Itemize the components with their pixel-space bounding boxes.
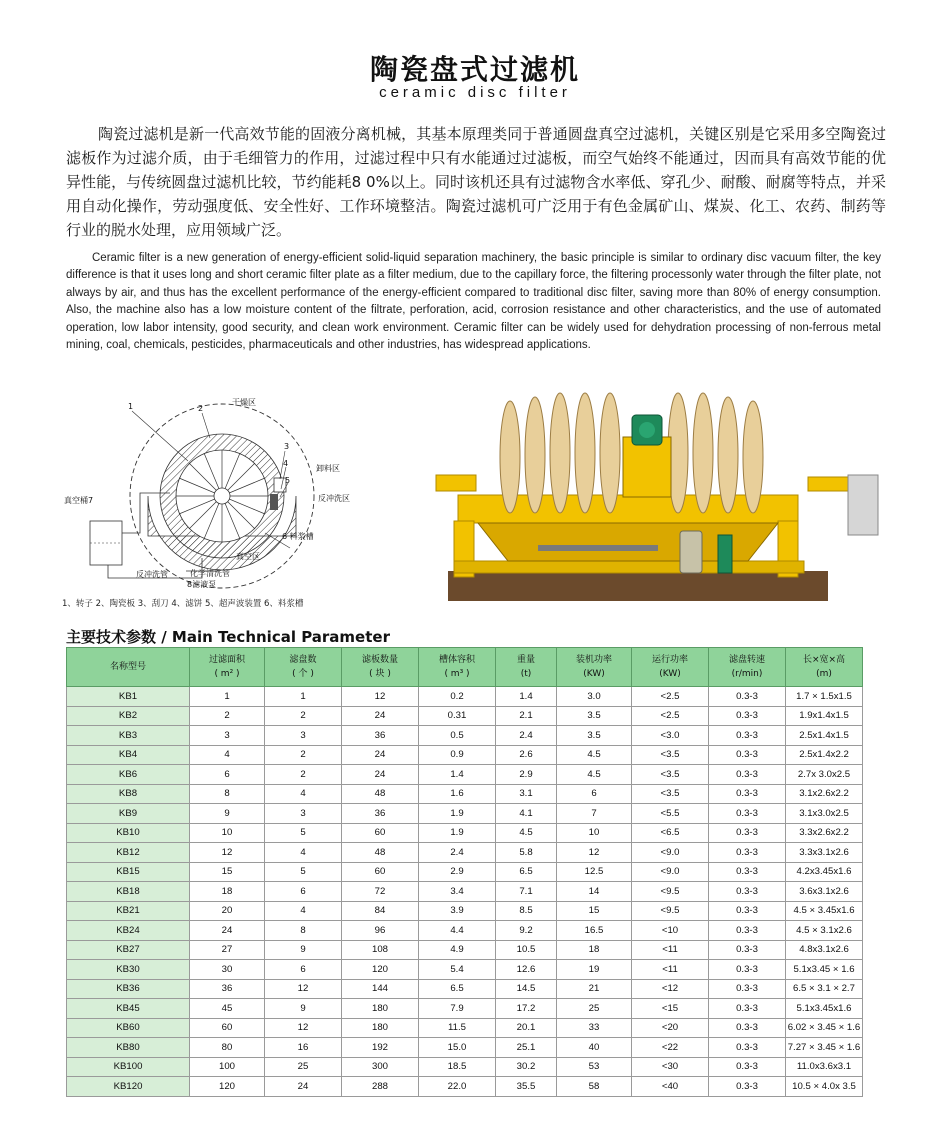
table-cell: 5: [265, 862, 342, 882]
table-cell: 3.1: [496, 784, 557, 804]
table-cell: <11: [632, 960, 709, 980]
table-cell: 8: [265, 921, 342, 941]
table-row: [67, 1018, 863, 1038]
table-cell: 25: [557, 999, 632, 1019]
table-cell: 15: [557, 901, 632, 921]
table-cell: 120: [342, 960, 419, 980]
table-cell: 40: [557, 1038, 632, 1058]
table-cell: <2.5: [632, 687, 709, 707]
table-cell: 4.5 × 3.1x2.6: [786, 921, 863, 941]
table-cell: 45: [190, 999, 265, 1019]
header-text: ( m³ ): [444, 669, 470, 679]
table-cell: 288: [342, 1077, 419, 1097]
table-cell: 60: [190, 1018, 265, 1038]
table-cell: 72: [342, 882, 419, 902]
table-row: [67, 862, 863, 882]
table-cell: 2.5x1.4x2.2: [786, 745, 863, 765]
label-vacuum-zone: 真空区: [236, 552, 260, 561]
rotor-hub: [214, 488, 230, 504]
table-cell: 180: [342, 1018, 419, 1038]
table-cell: <3.5: [632, 784, 709, 804]
table-cell: 4.5: [557, 765, 632, 785]
table-cell: 7.27 × 3.45 × 1.6: [786, 1038, 863, 1058]
table-cell: <3.5: [632, 765, 709, 785]
model-cell: KB6: [67, 765, 190, 785]
table-cell: 0.3-3: [709, 979, 786, 999]
table-cell: 60: [342, 862, 419, 882]
table-cell: 0.3-3: [709, 687, 786, 707]
table-cell: 3.3x2.6x2.2: [786, 823, 863, 843]
header-model: [67, 648, 190, 687]
header-text: ( 块 ): [369, 669, 391, 679]
table-cell: 4.4: [419, 921, 496, 941]
table-cell: 3: [265, 804, 342, 824]
table-cell: 180: [342, 999, 419, 1019]
table-cell: 144: [342, 979, 419, 999]
table-cell: 12: [265, 1018, 342, 1038]
table-cell: 6.02 × 3.45 × 1.6: [786, 1018, 863, 1038]
table-cell: 4.9: [419, 940, 496, 960]
table-cell: 4: [265, 784, 342, 804]
table-cell: 3: [190, 726, 265, 746]
table-cell: 30: [190, 960, 265, 980]
table-cell: 12: [265, 979, 342, 999]
table-cell: 0.3-3: [709, 882, 786, 902]
header-text: 重量: [516, 655, 535, 665]
table-cell: 58: [557, 1077, 632, 1097]
table-cell: 15.0: [419, 1038, 496, 1058]
table-cell: 19: [557, 960, 632, 980]
model-cell: KB1: [67, 687, 190, 707]
header-plate-count: [342, 648, 419, 687]
table-cell: 0.3-3: [709, 726, 786, 746]
table-cell: 60: [342, 823, 419, 843]
table-cell: 0.3-3: [709, 706, 786, 726]
table-cell: 6: [265, 960, 342, 980]
table-cell: 4.5: [557, 745, 632, 765]
table-cell: 18: [190, 882, 265, 902]
table-cell: 9: [190, 804, 265, 824]
table-cell: 4: [265, 901, 342, 921]
table-cell: 14.5: [496, 979, 557, 999]
header-text: (KW): [583, 669, 605, 679]
table-cell: 0.3-3: [709, 960, 786, 980]
header-dimensions: [786, 648, 863, 687]
table-cell: 16.5: [557, 921, 632, 941]
table-cell: 16: [265, 1038, 342, 1058]
model-cell: KB10: [67, 823, 190, 843]
table-cell: <3.5: [632, 745, 709, 765]
table-cell: 3.5: [557, 726, 632, 746]
table-cell: 12: [342, 687, 419, 707]
param-section-title: 主要技术参数 / Main Technical Parameter: [66, 628, 390, 646]
table-row: [67, 726, 863, 746]
table-cell: 6.5: [496, 862, 557, 882]
table-cell: 10.5 × 4.0x 3.5: [786, 1077, 863, 1097]
header-text: 滤板数量: [361, 655, 398, 665]
label-vacuum-tank: 真空桶7: [64, 496, 94, 505]
table-cell: <9.0: [632, 843, 709, 863]
table-cell: 1.9: [419, 804, 496, 824]
table-header-row: [67, 648, 863, 687]
table-cell: <12: [632, 979, 709, 999]
table-row: [67, 745, 863, 765]
product-photo: [418, 385, 883, 603]
intro-english-paragraph: Ceramic filter is a new generation of energy-efficient solid-liquid separation machinery, the basic principle is similar to ordinary disc vacuum filter, the key difference is that it uses long and short ceramic filter plate as a filter medium, due to the capillary force, the filtering processonly water through the filter plate, not always by air, and thus has the excellent performance of the energy-efficient compared to traditional disc filter, saving more than 80% of energy consumption. Also, the machine also has a low moisture content of the filtrate, perforation, acid, corrosion resistance and other characteristics, and the use of automated operation, low labor intensity, good security, and clean work environment. Ceramic filter can be widely used for dehydration processing of non-ferrous metal mining, coal, chemicals, pesticides, pharmaceuticals and other industries, has widespread applications.: [66, 252, 881, 352]
table-cell: 96: [342, 921, 419, 941]
table-cell: 0.3-3: [709, 1077, 786, 1097]
table-cell: 5.4: [419, 960, 496, 980]
table-cell: 2: [265, 706, 342, 726]
table-row: [67, 784, 863, 804]
table-cell: 12: [557, 843, 632, 863]
header-disc-speed: [709, 648, 786, 687]
header-text: ( m² ): [214, 669, 240, 679]
model-cell: KB120: [67, 1077, 190, 1097]
table-cell: 0.3-3: [709, 784, 786, 804]
model-cell: KB27: [67, 940, 190, 960]
table-cell: 1.9x1.4x1.5: [786, 706, 863, 726]
table-cell: 0.3-3: [709, 765, 786, 785]
table-cell: 0.3-3: [709, 1038, 786, 1058]
model-cell: KB3: [67, 726, 190, 746]
table-cell: 0.3-3: [709, 862, 786, 882]
label-ultrasonic-number: 5: [285, 476, 291, 485]
table-cell: 80: [190, 1038, 265, 1058]
table-cell: 5.1x3.45x1.6: [786, 999, 863, 1019]
table-cell: 2.9: [496, 765, 557, 785]
table-cell: 8.5: [496, 901, 557, 921]
table-cell: 48: [342, 843, 419, 863]
table-cell: 18.5: [419, 1057, 496, 1077]
label-plate-number: 2: [198, 404, 204, 413]
table-cell: 1.7 × 1.5x1.5: [786, 687, 863, 707]
photo-base: [448, 571, 828, 601]
table-cell: 30.2: [496, 1057, 557, 1077]
table-cell: 0.3-3: [709, 843, 786, 863]
table-cell: 0.3-3: [709, 1018, 786, 1038]
table-cell: 33: [557, 1018, 632, 1038]
table-cell: 11.0x3.6x3.1: [786, 1057, 863, 1077]
header-text: (m): [816, 669, 832, 679]
table-cell: 84: [342, 901, 419, 921]
table-cell: 15: [190, 862, 265, 882]
table-cell: 3.3x3.1x2.6: [786, 843, 863, 863]
table-cell: 6: [190, 765, 265, 785]
table-cell: 2.6: [496, 745, 557, 765]
table-cell: 300: [342, 1057, 419, 1077]
label-slurry-tank: 6 料浆槽: [282, 532, 314, 541]
table-cell: 2.1: [496, 706, 557, 726]
table-cell: 10: [190, 823, 265, 843]
header-text: (KW): [659, 669, 681, 679]
header-text: (r/min): [731, 669, 763, 679]
photo-center-housing: [623, 437, 671, 497]
model-cell: KB45: [67, 999, 190, 1019]
table-cell: 25.1: [496, 1038, 557, 1058]
table-row: [67, 999, 863, 1019]
table-row: [67, 901, 863, 921]
table-cell: 36: [342, 804, 419, 824]
table-cell: 48: [342, 784, 419, 804]
ultrasonic-device-shape: [270, 494, 278, 510]
intro-chinese-paragraph: 陶瓷过滤机是新一代高效节能的固液分离机械，其基本原理类同于普通圆盘真空过滤机，关键区别是它采用多空陶瓷过滤板作为过滤介质，由于毛细管力的作用，过滤过程中只有水能通过过滤板，而空气始终不能通过，因而具有高效节能的优异性能，与传统圆盘过滤机比较，节约能耗8 0%以上。同时该机还具有过滤物含水率低、穿孔少、耐酸、耐腐等特点，并采用自动化操作，劳动强度低、安全性好、工作环境整洁。陶瓷过滤机可广泛用于有色金属矿山、煤炭、化工、农药、制药等行业的脱水处理，应用领域广泛。: [66, 125, 886, 239]
photo-vacuum-tank: [680, 531, 702, 573]
table-cell: 36: [190, 979, 265, 999]
header-text: 运行功率: [651, 655, 688, 665]
table-cell: 3.9: [419, 901, 496, 921]
label-rotor-number: 1: [128, 402, 134, 411]
table-cell: 2: [265, 745, 342, 765]
table-cell: 5: [265, 823, 342, 843]
table-cell: 4.1: [496, 804, 557, 824]
table-cell: 3.1x3.0x2.5: [786, 804, 863, 824]
table-cell: <40: [632, 1077, 709, 1097]
table-cell: 7.9: [419, 999, 496, 1019]
table-cell: 14: [557, 882, 632, 902]
table-row: [67, 1077, 863, 1097]
model-cell: KB8: [67, 784, 190, 804]
header-text: 槽体容积: [438, 655, 475, 665]
table-cell: 100: [190, 1057, 265, 1077]
table-cell: 12.6: [496, 960, 557, 980]
table-cell: 2.4: [496, 726, 557, 746]
table-row: [67, 882, 863, 902]
table-row: [67, 979, 863, 999]
model-cell: KB30: [67, 960, 190, 980]
table-cell: 4: [265, 843, 342, 863]
model-cell: KB12: [67, 843, 190, 863]
table-cell: 4: [190, 745, 265, 765]
table-cell: 3.6x3.1x2.6: [786, 882, 863, 902]
table-cell: 192: [342, 1038, 419, 1058]
table-cell: 0.3-3: [709, 901, 786, 921]
table-cell: <11: [632, 940, 709, 960]
model-cell: KB60: [67, 1018, 190, 1038]
table-cell: 3.0: [557, 687, 632, 707]
table-cell: <20: [632, 1018, 709, 1038]
table-cell: <9.5: [632, 882, 709, 902]
table-cell: 4.5 × 3.45x1.6: [786, 901, 863, 921]
table-cell: 20: [190, 901, 265, 921]
table-cell: <9.5: [632, 901, 709, 921]
table-cell: 2.9: [419, 862, 496, 882]
table-cell: 7.1: [496, 882, 557, 902]
model-cell: KB36: [67, 979, 190, 999]
table-row: [67, 940, 863, 960]
table-cell: 1.6: [419, 784, 496, 804]
table-cell: 0.5: [419, 726, 496, 746]
table-cell: 0.3-3: [709, 921, 786, 941]
label-backwash-pipe: 反冲洗管: [136, 570, 168, 579]
header-text: ( 个 ): [292, 669, 314, 679]
table-cell: <5.5: [632, 804, 709, 824]
table-cell: <2.5: [632, 706, 709, 726]
table-cell: 0.3-3: [709, 999, 786, 1019]
table-cell: 8: [190, 784, 265, 804]
table-cell: 5.8: [496, 843, 557, 863]
header-text: 滤盘转速: [728, 655, 765, 665]
table-cell: 0.3-3: [709, 823, 786, 843]
header-running-power: [632, 648, 709, 687]
model-cell: KB15: [67, 862, 190, 882]
working-principle-diagram: [60, 393, 380, 593]
table-cell: 25: [265, 1057, 342, 1077]
table-cell: 6.5: [419, 979, 496, 999]
diagram-caption: 1、转子 2、陶瓷板 3、刮刀 4、滤饼 5、超声波装置 6、料浆槽: [62, 599, 304, 609]
header-tank-volume: [419, 648, 496, 687]
table-cell: 9: [265, 940, 342, 960]
table-row: [67, 843, 863, 863]
table-row: [67, 706, 863, 726]
header-text: (t): [520, 669, 532, 679]
table-cell: <6.5: [632, 823, 709, 843]
table-cell: <9.0: [632, 862, 709, 882]
table-cell: 1.9: [419, 823, 496, 843]
table-cell: 24: [190, 921, 265, 941]
table-cell: 27: [190, 940, 265, 960]
table-cell: 2.7x 3.0x2.5: [786, 765, 863, 785]
table-cell: 108: [342, 940, 419, 960]
table-row: [67, 823, 863, 843]
label-chemical-pipe: 化学清洗管: [190, 569, 230, 578]
table-cell: 18: [557, 940, 632, 960]
header-text: 滤盘数: [289, 655, 317, 665]
table-cell: 24: [342, 706, 419, 726]
table-cell: 0.3-3: [709, 940, 786, 960]
table-cell: 11.5: [419, 1018, 496, 1038]
model-cell: KB18: [67, 882, 190, 902]
label-discharge-zone: 卸料区: [316, 464, 340, 473]
table-cell: 9: [265, 999, 342, 1019]
table-cell: 1: [190, 687, 265, 707]
model-cell: KB4: [67, 745, 190, 765]
page-subtitle: ceramic disc filter: [379, 84, 571, 101]
label-dry-zone: 干燥区: [232, 398, 256, 407]
table-cell: 36: [342, 726, 419, 746]
table-cell: 5.1x3.45 × 1.6: [786, 960, 863, 980]
model-cell: KB2: [67, 706, 190, 726]
photo-trough: [478, 523, 778, 561]
table-cell: 1.4: [496, 687, 557, 707]
header-installed-power: [557, 648, 632, 687]
model-cell: KB21: [67, 901, 190, 921]
model-cell: KB100: [67, 1057, 190, 1077]
table-cell: 6: [265, 882, 342, 902]
header-text: 装机功率: [575, 655, 612, 665]
table-cell: 0.3-3: [709, 1057, 786, 1077]
table-cell: 21: [557, 979, 632, 999]
table-cell: 6: [557, 784, 632, 804]
model-cell: KB9: [67, 804, 190, 824]
table-cell: <10: [632, 921, 709, 941]
table-cell: 2: [265, 765, 342, 785]
table-cell: <3.0: [632, 726, 709, 746]
table-cell: 35.5: [496, 1077, 557, 1097]
table-cell: 7: [557, 804, 632, 824]
page-title: 陶瓷盘式过滤机: [369, 53, 580, 86]
table-cell: 4.5: [496, 823, 557, 843]
table-cell: 9.2: [496, 921, 557, 941]
table-cell: 2.5x1.4x1.5: [786, 726, 863, 746]
table-cell: <30: [632, 1057, 709, 1077]
table-cell: <15: [632, 999, 709, 1019]
table-cell: 17.2: [496, 999, 557, 1019]
table-cell: 3.5: [557, 706, 632, 726]
table-cell: 22.0: [419, 1077, 496, 1097]
table-cell: 0.3-3: [709, 745, 786, 765]
technical-parameter-table: [66, 647, 863, 1097]
table-cell: 53: [557, 1057, 632, 1077]
table-cell: 3.4: [419, 882, 496, 902]
table-cell: 0.3-3: [709, 804, 786, 824]
header-weight: [496, 648, 557, 687]
header-text: 长×宽×高: [802, 655, 846, 665]
table-cell: 20.1: [496, 1018, 557, 1038]
label-cake-number: 4: [283, 459, 289, 468]
table-cell: 4.2x3.45x1.6: [786, 862, 863, 882]
table-cell: 1.4: [419, 765, 496, 785]
table-cell: 120: [190, 1077, 265, 1097]
table-cell: 1: [265, 687, 342, 707]
table-cell: 0.31: [419, 706, 496, 726]
model-cell: KB80: [67, 1038, 190, 1058]
table-row: [67, 1057, 863, 1077]
header-filter-area: [190, 648, 265, 687]
header-text: 名称型号: [109, 662, 146, 672]
table-cell: 10: [557, 823, 632, 843]
table-cell: 3.1x2.6x2.2: [786, 784, 863, 804]
table-row: [67, 765, 863, 785]
table-row: [67, 921, 863, 941]
table-cell: 2.4: [419, 843, 496, 863]
table-cell: 24: [265, 1077, 342, 1097]
table-cell: <22: [632, 1038, 709, 1058]
table-cell: 12: [190, 843, 265, 863]
model-cell: KB24: [67, 921, 190, 941]
table-row: [67, 960, 863, 980]
header-text: 过滤面积: [208, 655, 245, 665]
table-row: [67, 804, 863, 824]
header-disc-count: [265, 648, 342, 687]
table-cell: 2: [190, 706, 265, 726]
label-backwash-zone: 反冲洗区: [318, 494, 350, 503]
label-filtrate-pump: 8滤液泵: [187, 580, 217, 589]
table-cell: 0.9: [419, 745, 496, 765]
table-cell: 0.2: [419, 687, 496, 707]
table-row: [67, 687, 863, 707]
table-cell: 10.5: [496, 940, 557, 960]
label-scraper-number: 3: [284, 442, 290, 451]
table-cell: 3: [265, 726, 342, 746]
table-cell: 24: [342, 745, 419, 765]
table-cell: 24: [342, 765, 419, 785]
table-cell: 6.5 × 3.1 × 2.7: [786, 979, 863, 999]
table-row: [67, 1038, 863, 1058]
table-cell: 12.5: [557, 862, 632, 882]
table-cell: 4.8x3.1x2.6: [786, 940, 863, 960]
